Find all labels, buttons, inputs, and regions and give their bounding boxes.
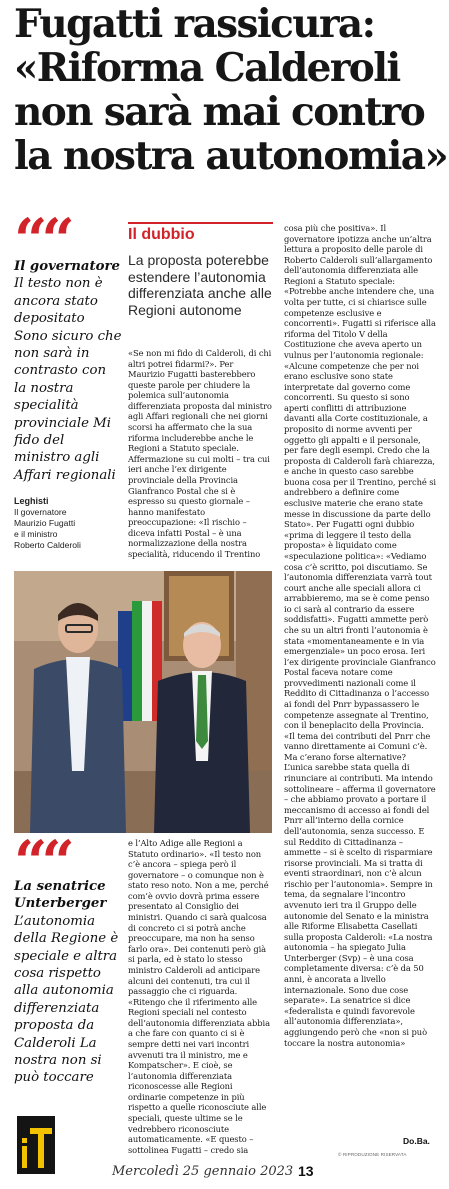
quote-unterberger (14, 878, 122, 1087)
caption-title: Leghisti (14, 496, 49, 506)
newspaper-logo (17, 1116, 55, 1174)
author-signature: Do.Ba. (403, 1136, 430, 1146)
quote-governatore (14, 258, 122, 484)
copyright-notice: © RIPRODUZIONE RISERVATA (338, 1152, 407, 1157)
headline-line-1: Fugatti rassicura: (14, 1, 375, 47)
headline-line-3: non sarà mai contro (14, 89, 425, 135)
page-number: 13 (298, 1163, 314, 1179)
caption-line: e il ministro (14, 529, 58, 539)
caption-line: Il governatore (14, 507, 67, 517)
issue-date: Mercoledì 25 gennaio 2023 (112, 1164, 294, 1179)
article-column-2: e l’Alto Adige alle Regioni a Statuto ordinario». «Il testo non c’è ancora – spiega però il governatore – o comunque non è stato reso noto. Non a me, perché com’è ovvio dovrà prima essere presentato al Consiglio dei ministri. Quando ci sarà qualcosa di concreto ci si potrà anche preoccupare, ma non ha senso farlo ora». Dei contenuti però già si parla, ed è stato lo stesso ministro Calderoli ad anticipare alcuni dei contenuti, tra cui il passaggio che ci riguarda. «Ritengo che il riferimento alle Regioni speciali nel contesto dell’autonomia differenziata abbia a che fare con quanto ci si è sempre detti nei vari incontri avvenuti tra il ministro, me e Kompatscher». E cioè, se l’autonomia differenziata riconoscesse alle Regioni ordinarie competenze in più rispetto a quelle riconosciute alle speciali, queste ultime se le vedrebbero riconosciute automaticamente. «E questo – sottolinea Fugatti – credo sia (128, 838, 270, 1155)
headline-line-4: la nostra autonomia» (14, 133, 448, 179)
headline-line-2: «Riforma Calderoli (14, 45, 400, 91)
quote-text: L’autonomia della Regione è speciale e altra cosa rispetto alla autonomia differenziata proposta da Calderoli La nostra non si può toccare (14, 913, 119, 1086)
article-column-1: «Se non mi fido di Calderoli, di chi altri potrei fidarmi?». Per Maurizio Fugatti basterebbero queste parole per chiudere la polemica sull’autonomia differenziata proposta dal ministro agli Affari regionali che nei giorni scorsi ha affermato che la sua riforma includerebbe anche le Regioni a Statuto speciale. Affermazione su cui molti – tra cui ieri anche l’ex dirigente provinciale della Provincia Gianfranco Postal che si è espresso su questo giornale – hanno manifestato preoccupazione: «Il rischio – diceva infatti Postal – è una normalizzazione della nostra specialità, riducendo il Trentino (128, 348, 272, 559)
quote-text: Il testo non è ancora stato depositato Sono sicuro che non sarà in contrasto con la nostra specialità provinciale Mi fido del ministro agli Affari regionali (14, 276, 122, 483)
caption-line: Maurizio Fugatti (14, 518, 76, 528)
subheadline: La proposta poterebbe estendere l’autonomia differenziata anche alle Regioni autonome (128, 252, 272, 318)
photo-fugatti-calderoli (14, 571, 272, 833)
section-divider (128, 222, 273, 224)
article-column-3: cosa più che positiva». Il governatore ipotizza anche un’altra lettura a proposito delle parole di Roberto Calderoli sull’allargamento dell’autonomia differenziata alle Regioni a Statuto speciale: «Potrebbe anche intendere che, una volta per tutte, ci si chiarisce sulle competenze esclusive e concorrenti». Fugatti si riferisce alla riforma del Titolo V della Costituzione che aveva aperto un vulnus per l’autonomia regionale: «Alcune competenze che per noi erano esclusive sono state interpretate dal governo come concorrenti. Su questo si sono aperti conflitti di attribuzione davanti alla Corte costituzionale, a proposito di norme avventi per oggetto gli appalti e il personale, per fare degli esempi. Credo che la proposta di Calderoli farà chiarezza, e anche in questo caso sarebbe buona cosa per il Trentino, perché si andrebbero a definire come esclusive materie che erano state messe in discussione da parte dello Stato». Per Fugatti ogni dubbio «prima di leggere il testo della proposta» è liquidato come «speculazione politica»: «Vediamo cosa c’è scritto, poi discutiamo. Se l’autonomia differenziata varrà tout court anche alle speciali allora ci arrabbieremo, ma se è come penso io ci sarà al contrario da essere soddisfatti». Fugatti ammette però che su un altri fronti l’autonomia è stata «momentaneamente e in via emergenziale» un poco erosa. Ieri l’ex dirigente provinciale Gianfranco Postal faceva notare come provvedimenti nazionali come il Reddito di Cittadinanza o l’accesso ai fondi del Pnrr bypassassero le competenze assegnate al Trentino, con il beneplacito della Provincia. «Il tema dei contributi del Pnrr che vanno direttamente ai Comuni c’è. Ma c’erano forse alternative? L’unica sarebbe stata quella di rinunciare ai contributi. Ma intendo sottolineare – afferma il governatore – che abbiamo provato a portare il meccanismo di accesso ai fondi del Pnrr all’interno della cornice dell’autonomia, senza successo. E sul Reddito di Cittadinanza – ammette – si è scelto di risparmiare risorse provinciali. Ma si tratta di eventi straordinari, non c’è alcun rischio per l’autonomia». Sempre in tema, da segnalare l’incontro avvenuto ieri tra il Gruppo delle autonomie del Senato e la ministra alle Riforme Elisabetta Casellati sulla proposta Calderoli: «La nostra autonomia – ha spiegato Julia Unterberger (Svp) – è una cosa completamente diversa: c’è da 50 anni, è ancorata a livello internazionale. Sono due cose separate». La senatrice si dice «federalista e quindi favorevole all’autonomia differenziata», aggiungendo però che «non si può toccare la nostra autonomia» (284, 223, 436, 1048)
quote-mark-icon: ““ (14, 206, 69, 274)
quote-mark-icon: ““ (14, 828, 69, 896)
headline (14, 1, 448, 179)
caption-line: Roberto Calderoli (14, 540, 81, 550)
photo-caption (14, 496, 134, 551)
section-label: Il dubbio (128, 226, 195, 243)
quote-title: La senatrice Unterberger (14, 879, 107, 912)
quote-title: Il governatore (14, 259, 121, 274)
